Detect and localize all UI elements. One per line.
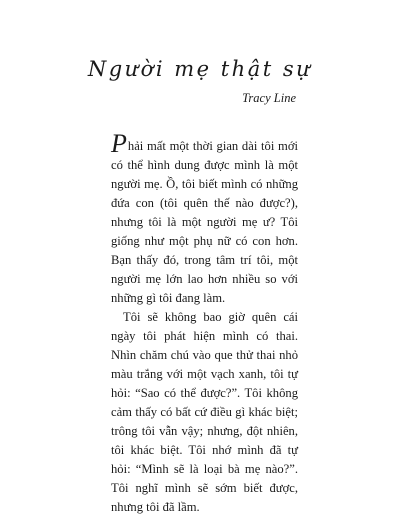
drop-cap: P <box>111 129 127 158</box>
story-body <box>111 129 298 517</box>
story-title: Người mẹ thật sự <box>87 57 313 81</box>
paragraph-2 <box>111 308 298 517</box>
author-name: Tracy Line <box>242 91 296 105</box>
paragraph-1 <box>111 129 298 308</box>
paragraph-2-text: Tôi sẽ không bao giờ quên cái ngày tôi phát hiện mình có thai. Nhìn chăm chú vào que thử thai nhỏ màu trắng với một vạch xanh, tôi tự hỏi: “Sao có thể được?”. Tôi không cảm thấy có bất cứ điều gì khác biệt; trông tôi vẫn vậy; nhưng, đột nhiên, tôi khác biệt. Tôi nhớ mình đã tự hỏi: “Mình sẽ là loại bà mẹ nào?”. Tôi nghĩ mình sẽ sớm biết được, nhưng tôi đã lầm. <box>111 310 298 514</box>
paragraph-1-text: hải mất một thời gian dài tôi mới có thể hình dung được mình là một người mẹ. Ồ, tôi biết mình có những đứa con (tôi quên thế nào được?), nhưng tôi là một người mẹ ư? Tôi giống như một phụ nữ có con hơn. Bạn thấy đó, trong tâm trí tôi, một người mẹ lớn lao hơn nhiều so với những gì tôi đang làm. <box>111 139 298 305</box>
